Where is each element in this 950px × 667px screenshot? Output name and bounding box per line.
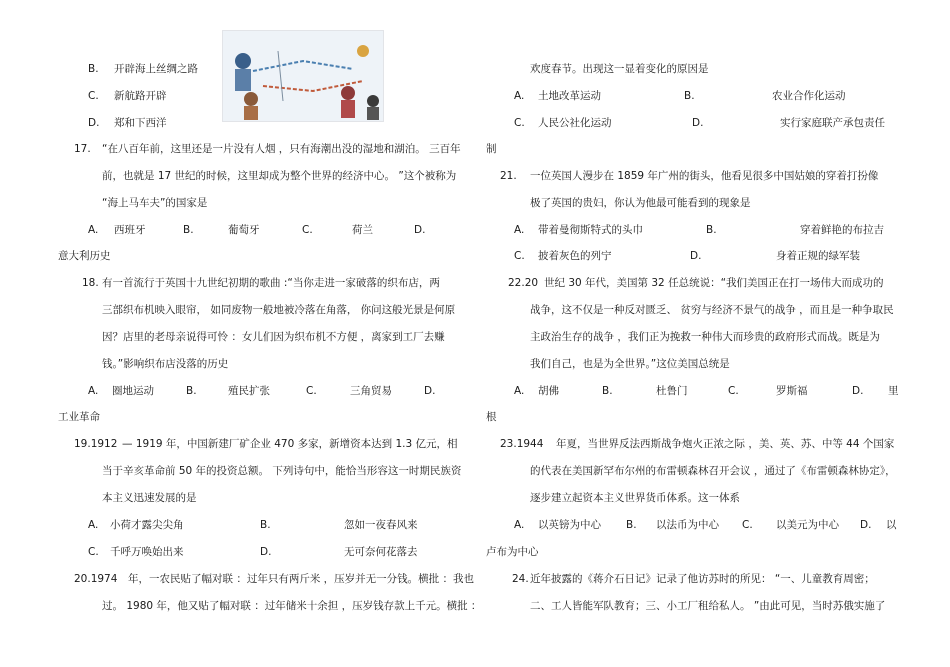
q20-option-a: 土地改革运动 [538,90,601,102]
q23-option-d-letter: D. [860,519,872,531]
q16-option-b: 开辟海上丝绸之路 [114,63,198,75]
q22-line-3: 主政治生存的战争 ，我们正为挽救一种伟大而珍贵的政府形式而战。既是为 [530,331,880,343]
q20-option-d-letter: D. [692,117,704,129]
q17-option-c-letter: C. [302,224,313,236]
q22-line-2: 战争，这不仅是一种反对匮乏、 贫穷与经济不景气的战争 ，而且是一种争取民 [530,304,894,316]
map-illustration [222,30,384,122]
q17-option-c: 荷兰 [352,224,373,236]
q17-line-2: 前，也就是 17 世纪的时候，这里却成为整个世界的经济中心。 ”这个被称为 [102,170,457,182]
q23-option-b: 以法币为中心 [656,519,719,531]
q20-option-d: 实行家庭联产承包责任 [780,117,885,129]
q23-number: 23.1944 [500,438,544,450]
q18-number: 18. [82,277,99,289]
q17-line-3: “海上马车夫”的国家是 [102,197,208,209]
q22-option-c-letter: C. [728,385,739,397]
q19-line-2: 当于辛亥革命前 50 年的投资总额。 下列诗句中，能恰当形容这一时期民族资 [102,465,462,477]
q22-option-d-letter: D. [852,385,864,397]
q16-option-c-letter: C. [88,90,99,102]
q22-option-d: 里 [888,385,899,397]
q21-option-d: 身着正规的绿军装 [776,250,860,262]
q18-line-1: 有一首流行于英国十九世纪初期的歌曲 :“当你走进一家破落的织布店，两 [102,277,440,289]
q21-option-b-letter: B. [706,224,717,236]
q20-option-c: 人民公社化运动 [538,117,612,129]
q16-option-d: 郑和下西洋 [114,117,167,129]
q23-line-1: 年夏，当世界反法西斯战争炮火正浓之际 ，美、英、苏、中等 44 个国家 [556,438,895,450]
q18-option-a: 圈地运动 [112,385,154,397]
q22-line-1: 世纪 30 年代，美国第 32 任总统说：“我们美国正在打一场伟大而成功的 [544,277,884,289]
q19-option-a: 小荷才露尖尖角 [110,519,184,531]
q21-option-c: 披着灰色的列宁 [538,250,612,262]
q21-option-b: 穿着鲜艳的布拉吉 [800,224,884,236]
q21-number: 21. [500,170,517,182]
q16-option-c: 新航路开辟 [114,90,167,102]
q24-line-2: 二、工人皆能军队教育；三、小工厂租给私人。 ”由此可见，当时苏俄实施了 [530,600,886,612]
q22-number: 22.20 [508,277,539,289]
q17-option-d-letter: D. [414,224,426,236]
q17-option-b-letter: B. [183,224,194,236]
q20-option-b-letter: B. [684,90,695,102]
q22-option-c: 罗斯福 [776,385,808,397]
q20-option-d-wrap: 制 [486,143,497,155]
q20-option-c-letter: C. [514,117,525,129]
q17-option-d: 意大利历史 [58,250,111,262]
q19-line-3: 本主义迅速发展的是 [102,492,197,504]
q21-line-1: 一位英国人漫步在 1859 年广州的街头，他看见很多中国姑娘的穿着打扮像 [530,170,879,182]
q19-option-b: 忽如一夜春风来 [344,519,418,531]
q22-option-a-letter: A. [514,385,525,397]
q23-line-3: 逐步建立起资本主义世界货币体系。这一体系 [530,492,740,504]
q22-line-4: 我们自己，也是为全世界。”这位美国总统是 [530,358,730,370]
q17-line-1: “在八百年前，这里还是一片没有人烟 ，只有海潮出没的湿地和湖泊。 三百年 [102,143,461,155]
q22-option-b: 杜鲁门 [656,385,688,397]
q18-option-d: 工业革命 [58,411,100,423]
q22-option-b-letter: B. [602,385,613,397]
q19-option-c-letter: C. [88,546,99,558]
q23-option-d: 以 [886,519,897,531]
q17-number: 17. [74,143,91,155]
q23-option-a: 以英镑为中心 [538,519,601,531]
q19-option-a-letter: A. [88,519,99,531]
q20-line-2: 过。 1980 年，他又贴了幅对联 ：过年储米十余担 ，压岁钱存款上千元。横批 ： [102,600,482,612]
q21-option-c-letter: C. [514,250,525,262]
q18-line-4: 钱。”影响织布店没落的历史 [102,358,229,370]
q23-option-a-letter: A. [514,519,525,531]
q21-option-a-letter: A. [514,224,525,236]
q23-option-b-letter: B. [626,519,637,531]
q19-option-b-letter: B. [260,519,271,531]
q18-option-a-letter: A. [88,385,99,397]
q19-line-1: — 1919 年，中国新建厂矿企业 470 多家，新增资本达到 1.3 亿元，相 [122,438,458,450]
q17-option-a: 西班牙 [114,224,146,236]
q18-line-2: 三部织布机映入眼帘， 如同废物一般地被冷落在角落， 你问这般光景是何原 [102,304,456,316]
q22-option-d-wrap: 根 [486,411,497,423]
q23-option-d-wrap: 卢布为中心 [486,546,539,558]
q18-option-d-letter: D. [424,385,436,397]
q19-option-d-letter: D. [260,546,272,558]
q17-option-b: 葡萄牙 [228,224,260,236]
q21-option-d-letter: D. [690,250,702,262]
q16-option-b-letter: B. [88,63,99,75]
q23-line-2: 的代表在美国新罕布尔州的布雷顿森林召开会议 ，通过了《布雷顿森林协定》， [530,465,896,477]
q24-number: 24. [512,573,529,585]
q18-option-c: 三角贸易 [350,385,392,397]
q18-option-c-letter: C. [306,385,317,397]
q20-option-b: 农业合作化运动 [772,90,846,102]
trade-map-image [223,31,383,121]
q20-line-1: 年，一农民贴了幅对联 ：过年只有两斤米 ，压岁并无一分钱。横批 ：我也 [128,573,475,585]
q21-option-a: 带着曼彻斯特式的头巾 [538,224,643,236]
q16-option-d-letter: D. [88,117,100,129]
q20-option-a-letter: A. [514,90,525,102]
q19-option-c: 千呼万唤始出来 [110,546,184,558]
q24-line-1: 近年披露的《蒋介石日记》记录了他访苏时的所见： “一、儿童教育周密； [530,573,875,585]
q21-line-2: 极了英国的贵妇，你认为他最可能看到的现象是 [530,197,751,209]
q18-option-b-letter: B. [186,385,197,397]
q18-line-3: 因？店里的老母亲说得可怜 ：女儿们因为织布机不方便 ，离家到工厂去赚 [102,331,445,343]
q20-line-3: 欢度春节。出现这一显着变化的原因是 [530,63,709,75]
q18-option-b: 殖民扩张 [228,385,270,397]
q19-number: 19.1912 [74,438,118,450]
q19-option-d: 无可奈何花落去 [344,546,418,558]
q23-option-c: 以美元为中心 [776,519,839,531]
q22-option-a: 胡佛 [538,385,559,397]
q23-option-c-letter: C. [742,519,753,531]
q20-number: 20.1974 [74,573,118,585]
q17-option-a-letter: A. [88,224,99,236]
